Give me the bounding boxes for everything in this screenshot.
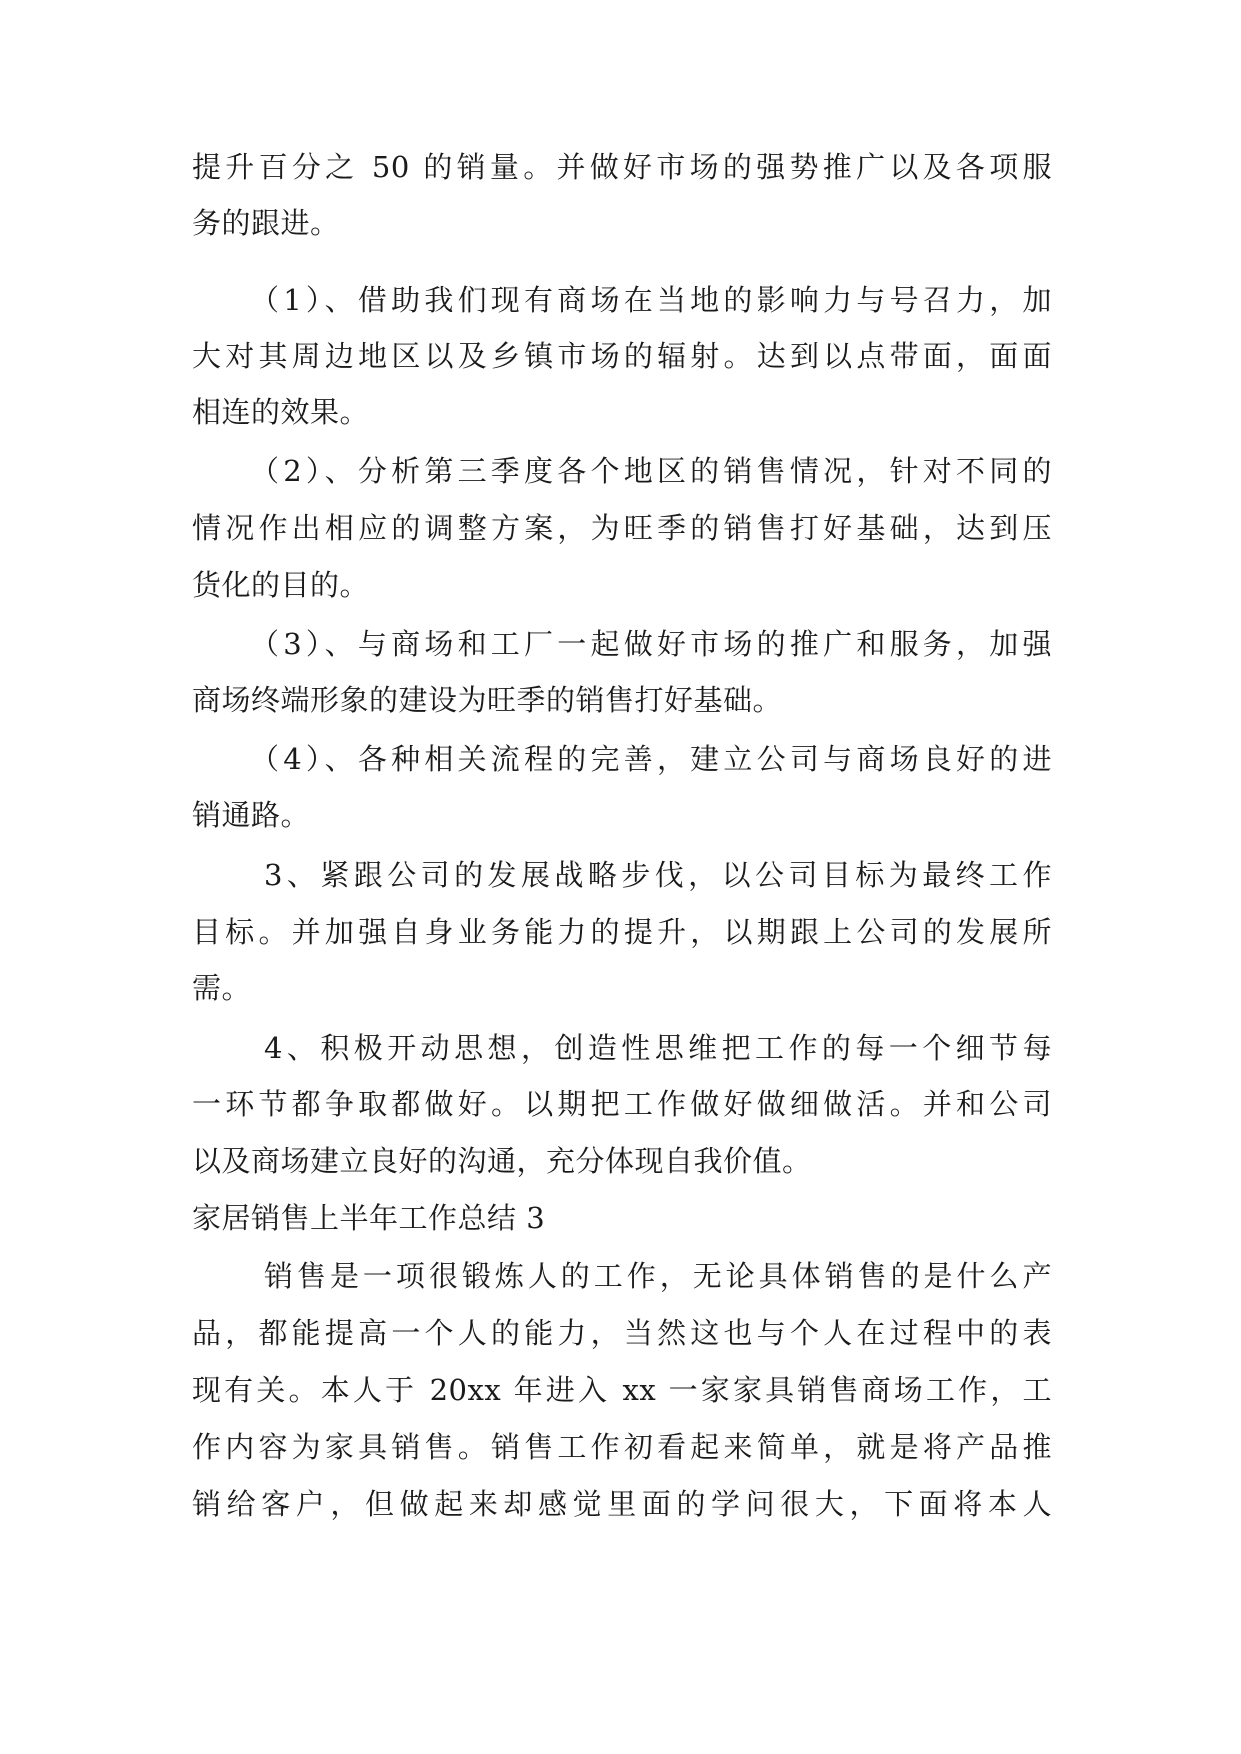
paragraph-line: 销给客户，但做起来却感觉里面的学问很大，下面将本人 xyxy=(192,1487,1052,1521)
paragraph-line: 情况作出相应的调整方案，为旺季的销售打好基础，达到压 xyxy=(192,511,1052,545)
paragraph-line: 目标。并加强自身业务能力的提升，以期跟上公司的发展所 xyxy=(192,915,1052,949)
paragraph-line: 货化的目的。 xyxy=(192,568,370,602)
list-item-line: （4）、各种相关流程的完善，建立公司与商场良好的进 xyxy=(250,742,1052,776)
paragraph-line: 商场终端形象的建设为旺季的销售打好基础。 xyxy=(192,683,783,717)
numbered-item-line: 3、紧跟公司的发展战略步伐，以公司目标为最终工作 xyxy=(264,858,1052,892)
list-item-line: （1）、借助我们现有商场在当地的影响力与号召力，加 xyxy=(250,283,1052,317)
paragraph-line: 现有关。本人于 20xx 年进入 xx 一家家具销售商场工作，工 xyxy=(192,1373,1052,1407)
paragraph-line: 作内容为家具销售。销售工作初看起来简单，就是将产品推 xyxy=(192,1430,1052,1464)
list-item-line: （3）、与商场和工厂一起做好市场的推广和服务，加强 xyxy=(250,627,1052,661)
paragraph-line: 大对其周边地区以及乡镇市场的辐射。达到以点带面，面面 xyxy=(192,339,1052,373)
section-heading: 家居销售上半年工作总结 3 xyxy=(192,1201,546,1235)
paragraph-line: 销售是一项很锻炼人的工作，无论具体销售的是什么产 xyxy=(264,1259,1052,1293)
list-item-line: （2）、分析第三季度各个地区的销售情况，针对不同的 xyxy=(250,454,1052,488)
paragraph-line: 需。 xyxy=(192,971,252,1005)
numbered-item-line: 4、积极开动思想，创造性思维把工作的每一个细节每 xyxy=(264,1031,1052,1065)
paragraph-line: 相连的效果。 xyxy=(192,395,370,429)
paragraph-line: 以及商场建立良好的沟通，充分体现自我价值。 xyxy=(192,1144,812,1178)
paragraph-line: 务的跟进。 xyxy=(192,206,340,240)
paragraph-line: 销通路。 xyxy=(192,798,311,832)
paragraph-line: 提升百分之 50 的销量。并做好市场的强势推广以及各项服 xyxy=(192,150,1052,184)
paragraph-line: 品，都能提高一个人的能力，当然这也与个人在过程中的表 xyxy=(192,1316,1052,1350)
paragraph-line: 一环节都争取都做好。以期把工作做好做细做活。并和公司 xyxy=(192,1087,1052,1121)
